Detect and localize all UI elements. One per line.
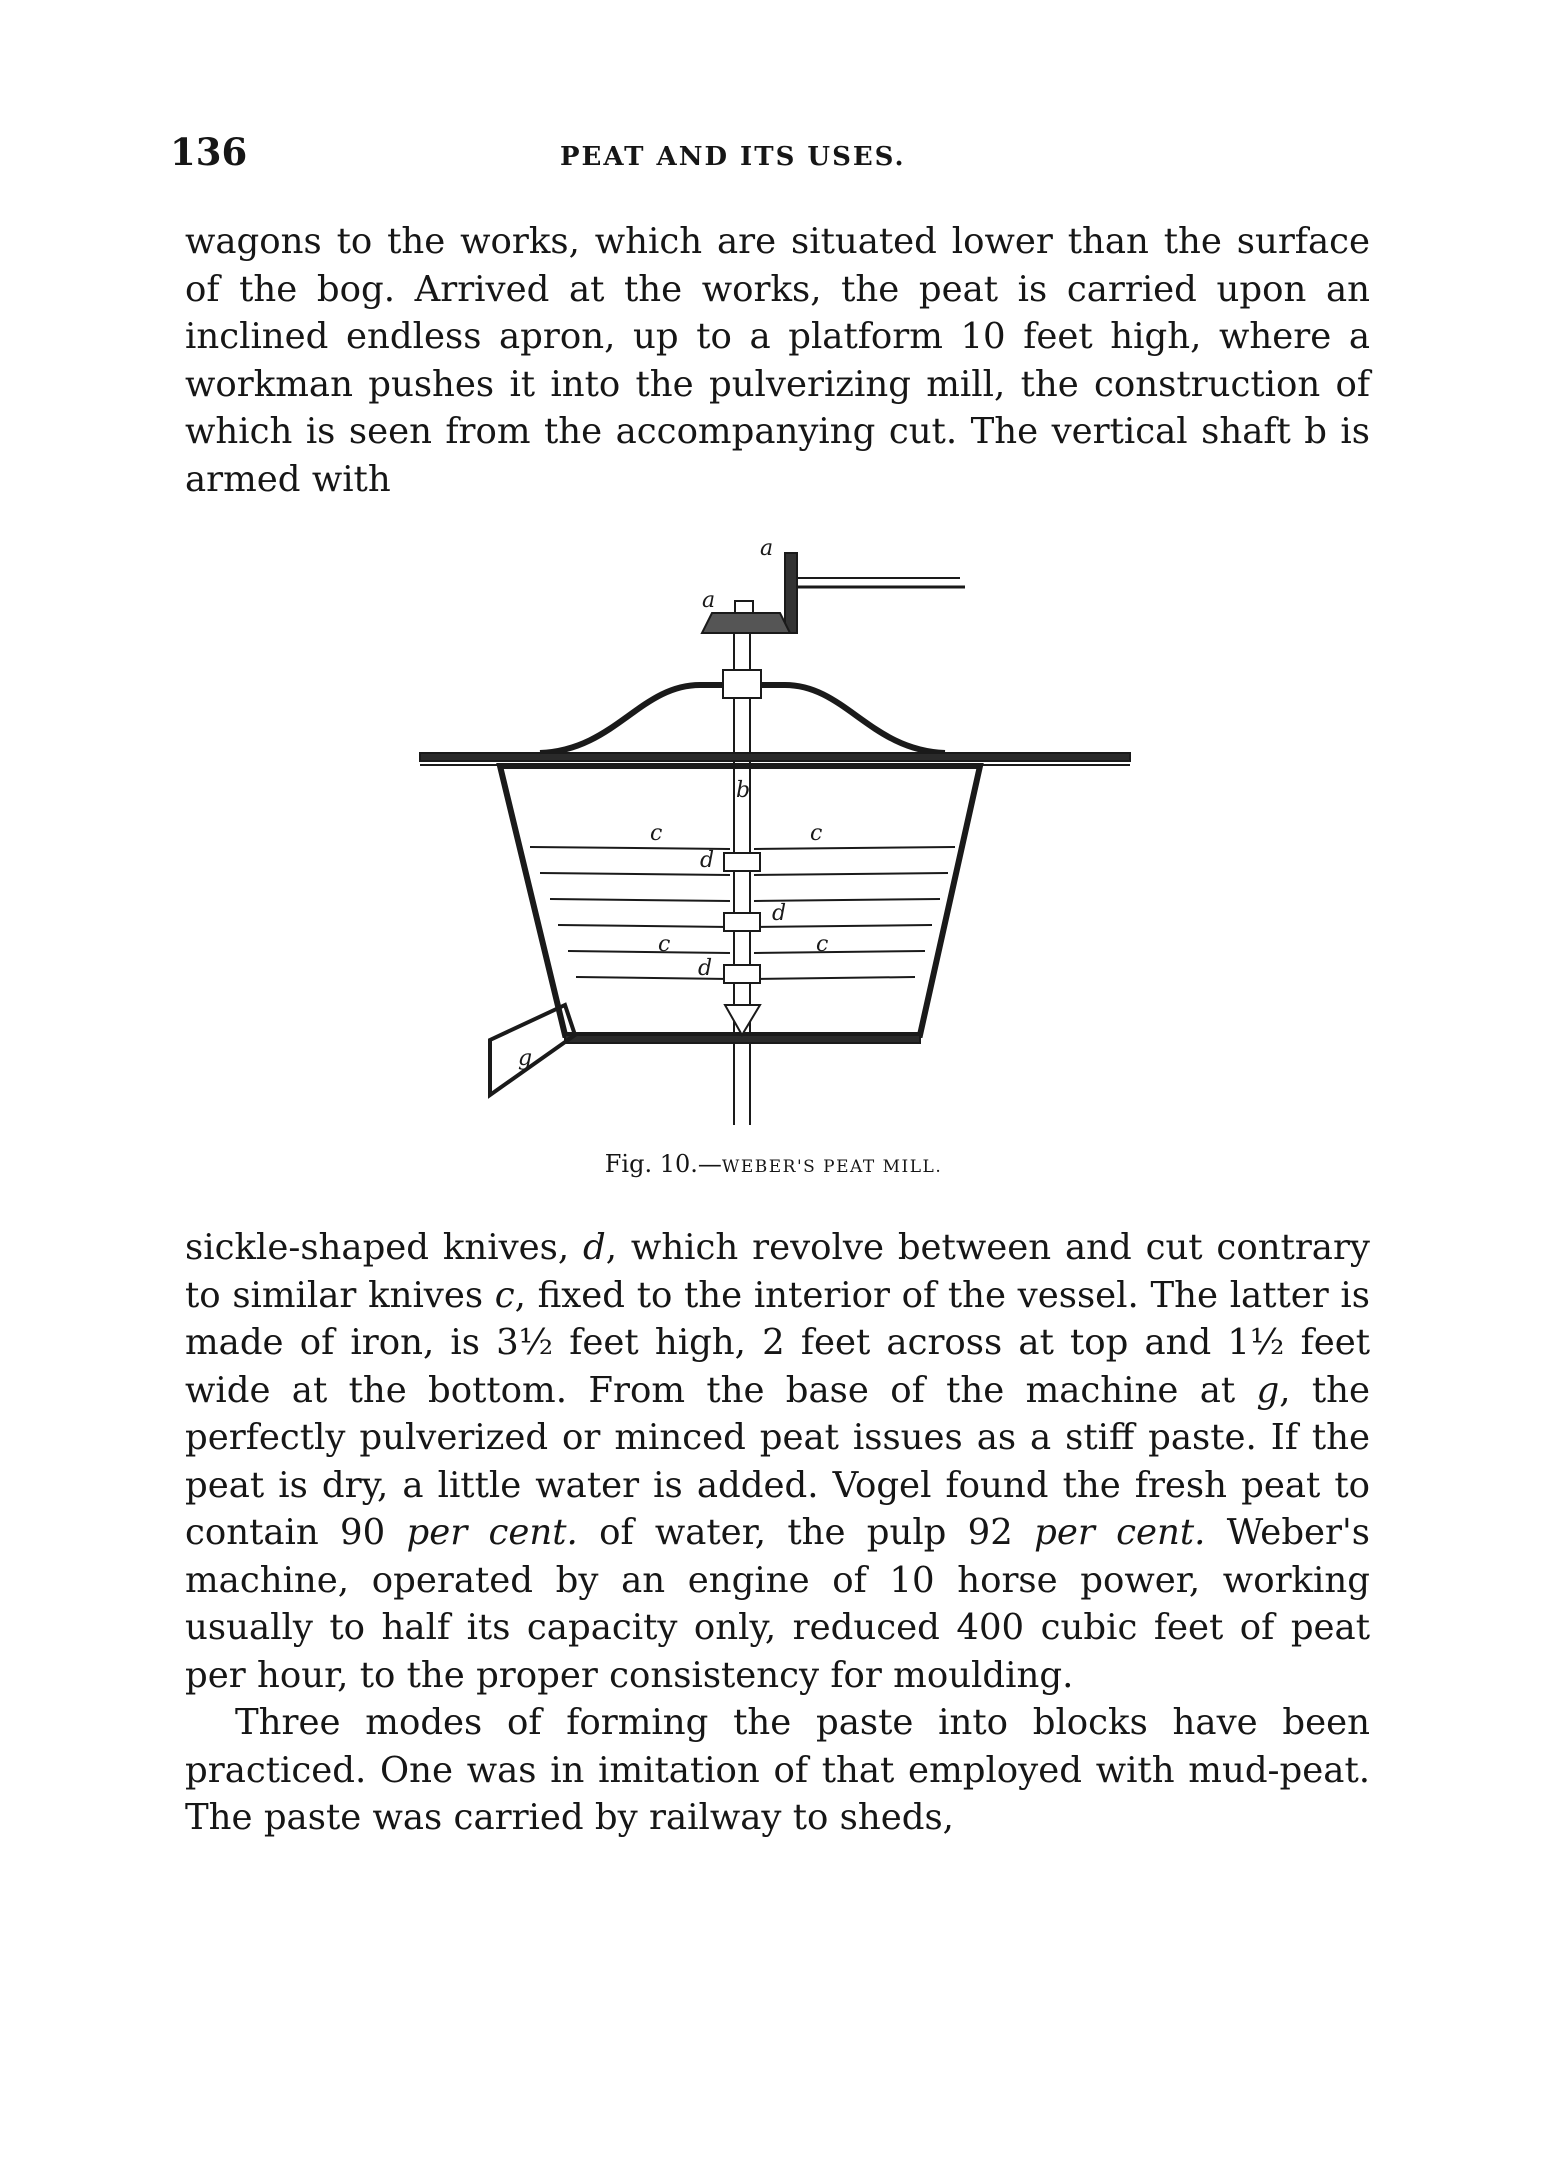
paragraph-text: wagons to the works, which are situated lower than the surface of the bog. Arrived at the works, the peat is carried upon an inclined endless apron, up to a platform 10 feet high, where a workman pushes it into the pulverizing mill, the construction of which is seen from the accompanying cut. The vertical shaft b is armed with (185, 221, 1370, 500)
label-d: d (698, 956, 713, 981)
figure-caption (0, 1150, 1547, 1178)
knife-hub (724, 965, 760, 983)
label-b: b (736, 778, 751, 803)
label-d: d (700, 848, 715, 873)
knife-hub (724, 853, 760, 871)
paragraph-text: Three modes of forming the paste into blocks have been practiced. One was in imitation of that employed with mud-peat. The paste was carried by railway to sheds, (185, 1702, 1370, 1838)
vertical-shaft (734, 633, 750, 1125)
italic-letter-d: d (583, 1227, 606, 1268)
page-header (170, 130, 1370, 180)
text-run: , the perfectly pulverized or minced peat issues as a stiff paste. If the peat is dry, a little water is added. Vogel found the fresh peat to contain 90 (185, 1369, 1370, 1553)
label-d: d (772, 901, 787, 926)
caption-prefix: Fig. 10.— (604, 1150, 722, 1178)
text-run: of water, the pulp 92 (577, 1512, 1035, 1553)
peat-mill-illustration (400, 535, 1150, 1125)
knife-hub (724, 913, 760, 931)
label-g: g (518, 1046, 533, 1071)
shaft-collar (723, 670, 761, 698)
paragraph-text (185, 1224, 1370, 1699)
label-a-left: a (702, 588, 716, 613)
running-title: PEAT AND ITS USES. (560, 142, 906, 172)
label-c: c (816, 932, 829, 957)
body-paragraph-2 (185, 1224, 1370, 1842)
text-run: Weber's machine, operated by an engine of 10 horse power, working usually to half its capacity only, reduced 400 cubic feet of peat per hour, to the proper consistency for moulding. (185, 1512, 1370, 1696)
italic-per-cent: per cent. (1034, 1512, 1206, 1553)
label-a-top: a (760, 536, 774, 561)
label-c: c (658, 932, 671, 957)
body-paragraph-1 (185, 218, 1370, 503)
bevel-gear (702, 613, 790, 633)
vessel-base (565, 1035, 920, 1043)
italic-letter-g: g (1256, 1369, 1280, 1411)
gear-upright (785, 553, 797, 633)
text-run: , which revolve between and cut contrary to similar knives (185, 1227, 1370, 1316)
platform-floor (420, 753, 1130, 761)
text-run: sickle-shaped knives, (185, 1227, 584, 1268)
caption-title: WEBER'S PEAT MILL. (721, 1157, 943, 1177)
label-c: c (810, 821, 823, 846)
italic-letter-c: c (494, 1274, 515, 1316)
label-c: c (650, 821, 663, 846)
page-number: 136 (170, 130, 248, 174)
bottom-scraper (725, 1005, 760, 1035)
text-run: , fixed to the interior of the vessel. The latter is made of iron, is 3½ feet high, 2 feet across at top and 1½ feet wide at the bottom. From the base of the machine at (185, 1274, 1370, 1411)
italic-per-cent: per cent. (406, 1512, 578, 1553)
